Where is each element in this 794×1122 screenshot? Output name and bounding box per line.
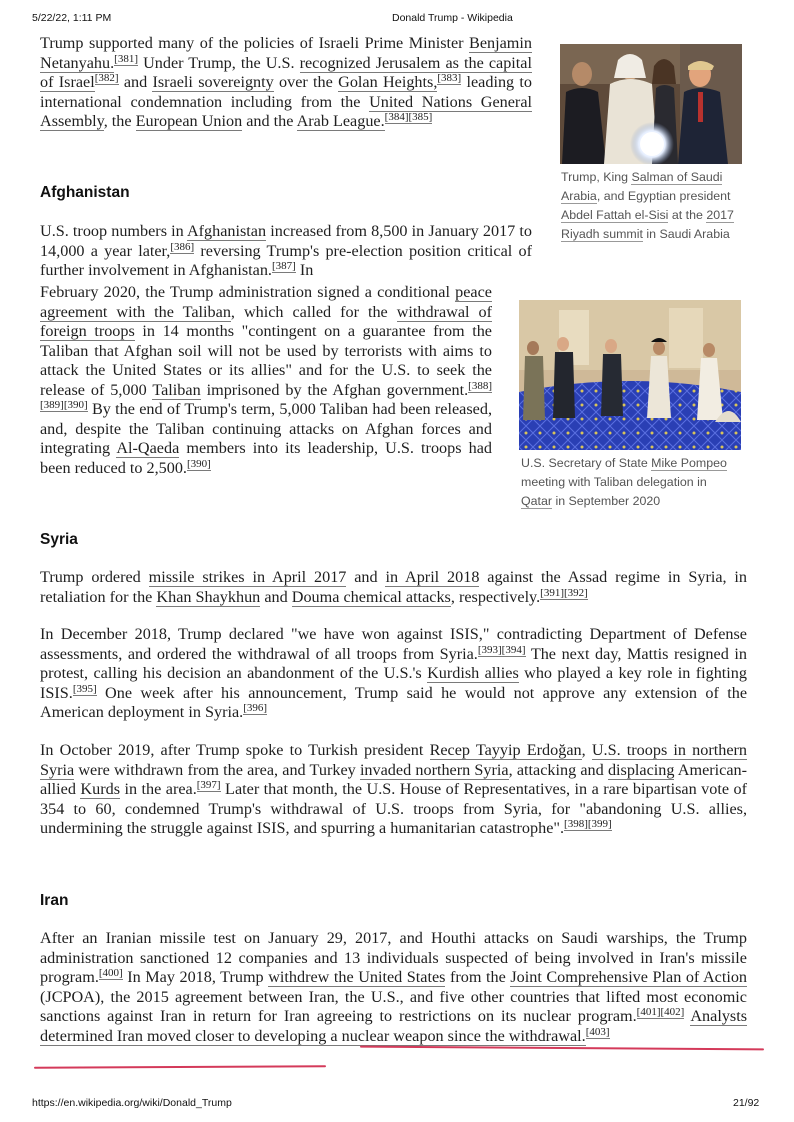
- caption-text: meeting with Taliban delegation in: [521, 475, 707, 489]
- syria-paragraph-1: [40, 568, 747, 607]
- citation-397[interactable]: [397]: [196, 779, 221, 791]
- link-khan-shaykhun[interactable]: Khan Shaykhun: [156, 587, 261, 606]
- citation-396[interactable]: [396]: [243, 702, 268, 714]
- link-arab-league[interactable]: Arab League.: [296, 112, 385, 130]
- section-heading-iran: Iran: [40, 892, 69, 909]
- red-underline-mark: [34, 1065, 326, 1069]
- citation-400[interactable]: [400]: [98, 967, 123, 979]
- link-qatar[interactable]: Qatar: [521, 494, 552, 508]
- text-run: , respectively.: [450, 587, 541, 606]
- caption-text: in September 2020: [552, 494, 661, 508]
- text-run: In October 2019, after Trump spoke to Turkish president: [40, 741, 430, 759]
- link-kurdish-allies[interactable]: Kurdish allies: [427, 664, 519, 682]
- section-heading-syria: Syria: [40, 531, 78, 548]
- text-run: Under Trump, the U.S.: [138, 53, 300, 72]
- citation-401-402[interactable]: [401][402]: [636, 1006, 685, 1018]
- citation-403[interactable]: [403]: [585, 1025, 610, 1038]
- text-run: against the Assad regime in Syria, in retaliation for the: [40, 568, 748, 606]
- citation-387[interactable]: [387]: [271, 260, 296, 272]
- caption-text: Trump, King: [561, 170, 632, 184]
- citation-393-394[interactable]: [393][394]: [477, 643, 526, 656]
- citation-395[interactable]: [395]: [72, 682, 97, 695]
- caption-text: at the: [668, 208, 707, 222]
- citation-391-392[interactable]: [391][392]: [540, 586, 588, 599]
- text-run: , the: [103, 112, 136, 130]
- link-peace-agreement-taliban[interactable]: peace agreement with the Taliban: [40, 283, 492, 321]
- text-run: Trump supported many of the policies of Israeli Prime Minister: [40, 34, 470, 52]
- text-run: February 2020, the Trump administration signed a conditional: [40, 283, 456, 301]
- text-run: One week after his announcement, Trump said he would not approve any extension of the American deployment in Syria.: [40, 683, 747, 721]
- iran-paragraph: [40, 929, 747, 1046]
- pompeo-taliban-image: [519, 300, 741, 450]
- text-run: In May 2018, Trump: [122, 968, 269, 986]
- link-european-union[interactable]: European Union: [135, 112, 243, 130]
- citation-381[interactable]: [381]: [114, 52, 138, 65]
- text-run: imprisoned by the Afghan government.: [200, 380, 469, 399]
- text-run: who played a key role in fighting ISIS.: [40, 664, 747, 702]
- print-timestamp: 5/22/22, 1:11 PM: [32, 12, 112, 24]
- link-us-troops-northern-syria[interactable]: U.S. troops in northern Syria: [40, 741, 748, 779]
- text-run: After an Iranian missile test on January 29, 2017, and Houthi attacks on Saudi warships, the Trump administration sanctioned 12 companies and 13 individuals suspected of being involved in Iran's missile program.: [40, 929, 747, 986]
- pompeo-photo-caption: [521, 454, 741, 511]
- link-missile-strikes-april-2017[interactable]: missile strikes in April 2017: [148, 568, 347, 586]
- link-salman-of-saudi-arabia[interactable]: Salman of Saudi Arabia: [561, 170, 723, 203]
- text-run: over the: [273, 73, 339, 91]
- text-run: Trump ordered: [40, 568, 149, 586]
- text-run: were withdrawn from the area, and Turkey: [74, 760, 360, 779]
- citation-383[interactable]: [383]: [437, 72, 462, 84]
- riyadh-photo-caption: [561, 168, 746, 244]
- text-run: and: [260, 587, 292, 606]
- text-run: By the end of Trump's term, 5,000 Taliban had been released, and, despite the Taliban continuing attacks on Afghan forces and integrating: [40, 400, 492, 457]
- link-israeli-sovereignty[interactable]: Israeli sovereignty: [152, 73, 274, 91]
- text-run: (JCPOA), the 2015 agreement between Iran, the U.S., and five other countries that lifted most economic sanctions against Iran in return for Iran agreeing to restrictions on its nuclear program.: [40, 987, 747, 1025]
- pompeo-taliban-photo[interactable]: [519, 300, 741, 450]
- text-run: from the: [445, 968, 511, 986]
- text-run: increased from 8,500 in January 2017 to 14,000 a year later,: [40, 222, 532, 260]
- print-page-counter: 21/92: [733, 1097, 760, 1109]
- link-invaded-northern-syria[interactable]: invaded northern Syria: [359, 760, 509, 779]
- link-withdrew-the-united-states[interactable]: withdrew the United States: [268, 968, 446, 986]
- text-run: in the area.: [120, 780, 197, 798]
- link-2017-riyadh-summit[interactable]: 2017 Riyadh summit: [561, 208, 734, 241]
- text-run: ,: [581, 741, 592, 759]
- text-run: in 14 months "contingent on a guarantee from the Taliban that Afghan soil will not be used by terrorists with aims to attack the United States or its allies" and for the U.S. to seek the release of 5,000: [40, 322, 492, 399]
- text-run: U.S. troop numbers in: [40, 222, 187, 240]
- text-run: leading to international condemnation including from the: [40, 73, 532, 111]
- text-run: In December 2018, Trump declared "we have won against ISIS," contradicting Department of Defense assessments, and ordered the withdrawal of all troops from Syria.: [40, 625, 747, 663]
- citation-386[interactable]: [386]: [170, 240, 195, 253]
- text-run: reversing Trump's pre-election position critical of further involvement in Afghanistan.: [40, 241, 532, 279]
- israel-paragraph: [40, 34, 532, 132]
- link-recep-tayyip-erdogan[interactable]: Recep Tayyip Erdoğan: [429, 741, 582, 759]
- riyadh-summit-photo[interactable]: [560, 44, 742, 164]
- citation-384-385[interactable]: [384][385]: [384, 111, 433, 123]
- text-run: , which called for the: [230, 302, 397, 321]
- link-recognized-jerusalem[interactable]: recognized Jerusalem as the capital of Israel: [40, 53, 532, 91]
- link-douma-chemical-attacks[interactable]: Douma chemical attacks: [291, 587, 451, 606]
- link-jcpoa[interactable]: Joint Comprehensive Plan of Action: [510, 968, 748, 986]
- section-heading-afghanistan: Afghanistan: [40, 184, 130, 201]
- text-run: , attacking and: [508, 760, 608, 779]
- syria-paragraph-2: [40, 625, 747, 723]
- text-run: In: [295, 261, 314, 279]
- link-golan-heights[interactable]: Golan Heights,: [338, 73, 438, 91]
- link-benjamin-netanyahu[interactable]: Benjamin Netanyahu.: [40, 34, 532, 72]
- text-run: and: [346, 568, 386, 586]
- link-abdel-fattah-el-sisi[interactable]: Abdel Fattah el-Sisi: [561, 208, 669, 222]
- text-run: American-allied: [40, 760, 747, 798]
- link-displacing[interactable]: displacing: [607, 760, 675, 779]
- citation-390[interactable]: [390]: [186, 457, 211, 470]
- text-run: The next day, Mattis resigned in protest, calling his decision an abandonment of the U.S.'s: [40, 644, 747, 682]
- link-taliban[interactable]: Taliban: [152, 380, 201, 399]
- riyadh-summit-image: [560, 44, 742, 164]
- link-mike-pompeo[interactable]: Mike Pompeo: [651, 456, 727, 470]
- link-iran-nuclear-analysis[interactable]: Analysts determined Iran moved closer to developing a nuclear weapon since the withdrawal.: [40, 1007, 748, 1045]
- link-in-april-2018[interactable]: in April 2018: [385, 568, 480, 586]
- caption-text: in Saudi Arabia: [642, 227, 730, 241]
- link-kurds[interactable]: Kurds: [80, 780, 120, 798]
- caption-text: , and Egyptian president: [596, 189, 731, 203]
- afghanistan-paragraph: [40, 222, 532, 281]
- afghanistan-paragraph-continued: [40, 283, 492, 498]
- print-url: https://en.wikipedia.org/wiki/Donald_Trump: [32, 1097, 232, 1109]
- link-withdrawal-foreign-troops[interactable]: withdrawal of foreign troops: [40, 302, 492, 340]
- citation-382[interactable]: [382]: [94, 72, 119, 84]
- text-run: Later that month, the U.S. House of Representatives, in a rare bipartisan vote of 354 to 60, condemned Trump's withdrawal of U.S. troops from Syria, for "abandoning U.S. allies, undermining the struggle against ISIS, and spurring a humanitarian catastrophe".: [40, 780, 747, 837]
- print-page-title: Donald Trump - Wikipedia: [392, 12, 513, 24]
- link-al-qaeda[interactable]: Al-Qaeda: [116, 439, 180, 457]
- citation-398-399[interactable]: [398][399]: [564, 818, 612, 830]
- text-run: and the: [242, 112, 297, 130]
- citation-388-390[interactable]: [388][389][390]: [40, 379, 492, 411]
- link-un-general-assembly[interactable]: United Nations General Assembly: [40, 92, 533, 130]
- link-afghanistan[interactable]: Afghanistan: [186, 222, 267, 240]
- text-run: members into its leadership, U.S. troops had been reduced to 2,500.: [40, 439, 492, 477]
- text-run: and: [118, 73, 153, 91]
- syria-paragraph-3: [40, 741, 747, 839]
- red-underline-mark: [360, 1046, 764, 1051]
- caption-text: U.S. Secretary of State: [521, 456, 652, 470]
